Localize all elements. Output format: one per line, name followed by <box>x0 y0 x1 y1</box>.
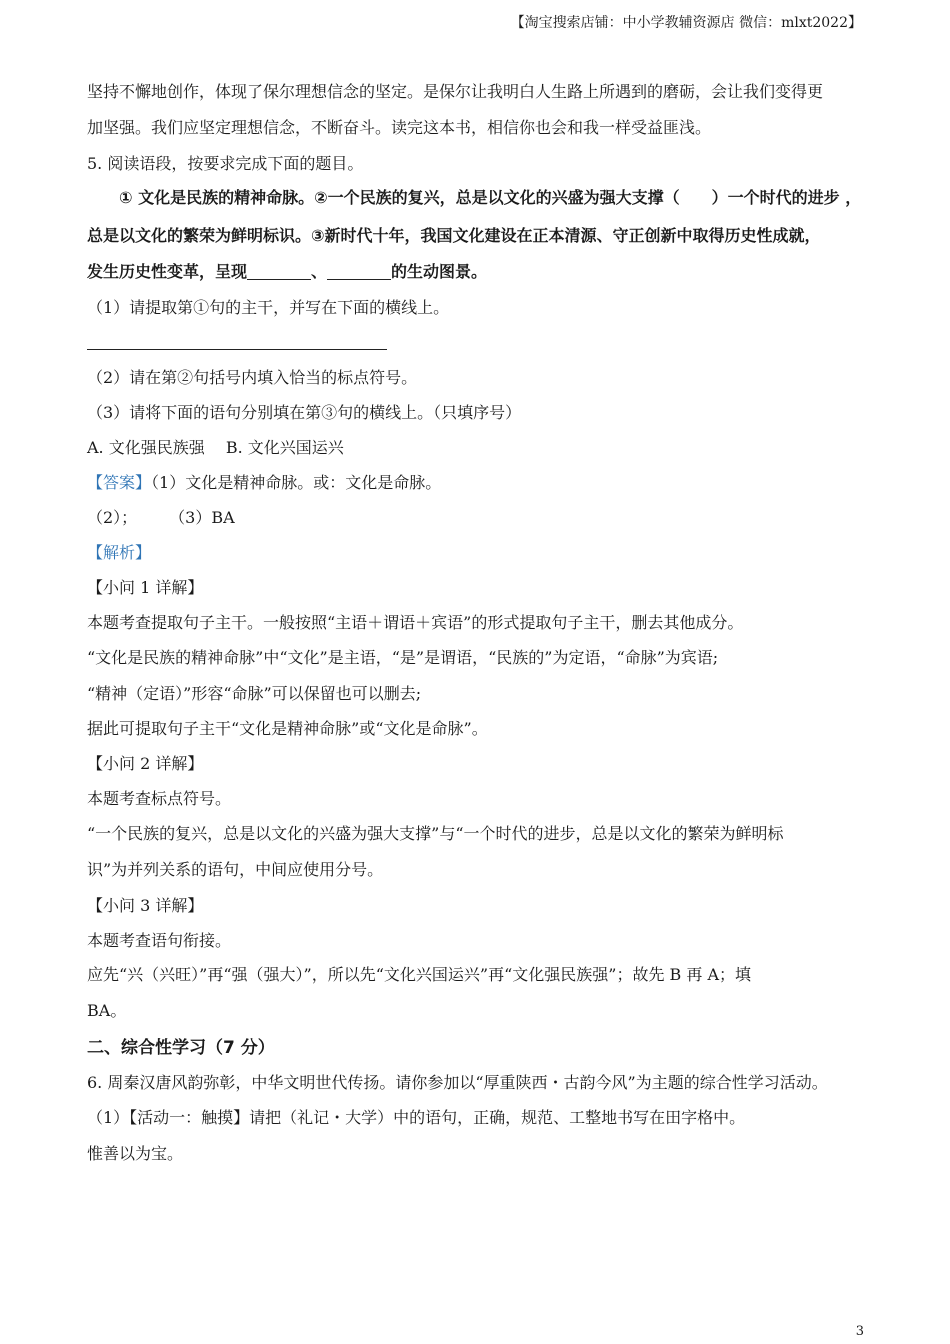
detail3-line-1: 本题考查语句衔接。 <box>87 931 232 950</box>
q5-sub2: （2）请在第②句括号内填入恰当的标点符号。 <box>87 368 418 387</box>
analysis-label: 【解析】 <box>87 543 152 562</box>
answer-label: 【答案】 <box>87 473 152 492</box>
answer-1: （1）文化是精神命脉。或：文化是命脉。 <box>151 473 442 492</box>
detail1-line-4: 据此可提取句子主干“文化是精神命脉”或“文化是命脉”。 <box>87 719 488 738</box>
q6-text: 惟善以为宝。 <box>87 1144 184 1163</box>
q5-sub3: （3）请将下面的语句分别填在第③句的横线上。（只填序号） <box>87 403 522 422</box>
section-2-heading: 二、综合性学习（7 分） <box>87 1038 275 1058</box>
fill-blank-2 <box>327 263 391 280</box>
intro-line-1: 坚持不懈地创作，体现了保尔理想信念的坚定。是保尔让我明白人生路上所遇到的磨砺，会让我们变得更 <box>87 82 824 101</box>
passage-line3-start: 发生历史性变革，呈现 <box>87 262 248 281</box>
detail3-line-3: BA。 <box>87 1001 127 1020</box>
q6-sub1: （1）【活动一：触摸】请把（礼记・大学）中的语句，正确，规范、工整地书写在田字格中。 <box>87 1108 746 1127</box>
q5-passage-line-1: ① 文化是民族的精神命脉。②一个民族的复兴，总是以文化的兴盛为强大支撑（ ）一个时代的进步 ， <box>119 188 862 207</box>
fill-blank-1 <box>247 263 311 280</box>
q5-sub1: （1）请提取第①句的主干，并写在下面的横线上。 <box>87 298 450 317</box>
passage-line3-separator: 、 <box>311 262 328 281</box>
detail2-line-1: 本题考查标点符号。 <box>87 789 232 808</box>
page-header: 【淘宝搜索店铺：中小学教辅资源店 微信：mlxt2022】 <box>510 15 862 31</box>
detail2-line-2: “一个民族的复兴，总是以文化的兴盛为强大支撑”与“一个时代的进步，总是以文化的繁荣为鲜明标 <box>87 824 784 843</box>
intro-line-2: 加坚强。我们应坚定理想信念，不断奋斗。读完这本书，相信你也会和我一样受益匪浅。 <box>87 118 712 137</box>
detail1-line-1: 本题考查提取句子主干。一般按照“主语＋谓语＋宾语”的形式提取句子主干，删去其他成分。 <box>87 613 744 632</box>
detail1-line-3: “精神（定语）”形容“命脉”可以保留也可以删去; <box>87 684 422 703</box>
detail1-title: 【小问 1 详解】 <box>87 578 204 597</box>
answer-line-1 <box>87 473 441 493</box>
page-number: 3 <box>855 1324 864 1339</box>
answer-underline <box>87 349 387 350</box>
detail1-line-2: “文化是民族的精神命脉”中“文化”是主语，“是”是谓语，“民族的”为定语，“命脉”为宾语; <box>87 648 719 667</box>
q5-title: 5. 阅读语段，按要求完成下面的题目。 <box>87 154 364 173</box>
detail3-title: 【小问 3 详解】 <box>87 896 204 915</box>
answer-2-3: （2）； （3）BA <box>87 508 235 527</box>
q5-options: A. 文化强民族强 B. 文化兴国运兴 <box>87 438 344 457</box>
q5-passage-line-3 <box>87 262 487 282</box>
detail3-line-2: 应先“兴（兴旺）”再“强（强大）”，所以先“文化兴国运兴”再“文化强民族强”；故先 B 再 A；填 <box>87 965 752 984</box>
q5-passage-line-2: 总是以文化的繁荣为鲜明标识。③新时代十年，我国文化建设在正本清源、守正创新中取得历史性成就， <box>87 226 821 245</box>
passage-line3-end: 的生动图景。 <box>391 262 488 281</box>
detail2-line-3: 识”为并列关系的语句，中间应使用分号。 <box>87 860 384 879</box>
q6-intro: 6. 周秦汉唐风韵弥彰，中华文明世代传扬。请你参加以“厚重陕西・古韵今风”为主题的综合性学习活动。 <box>87 1073 828 1092</box>
detail2-title: 【小问 2 详解】 <box>87 754 204 773</box>
